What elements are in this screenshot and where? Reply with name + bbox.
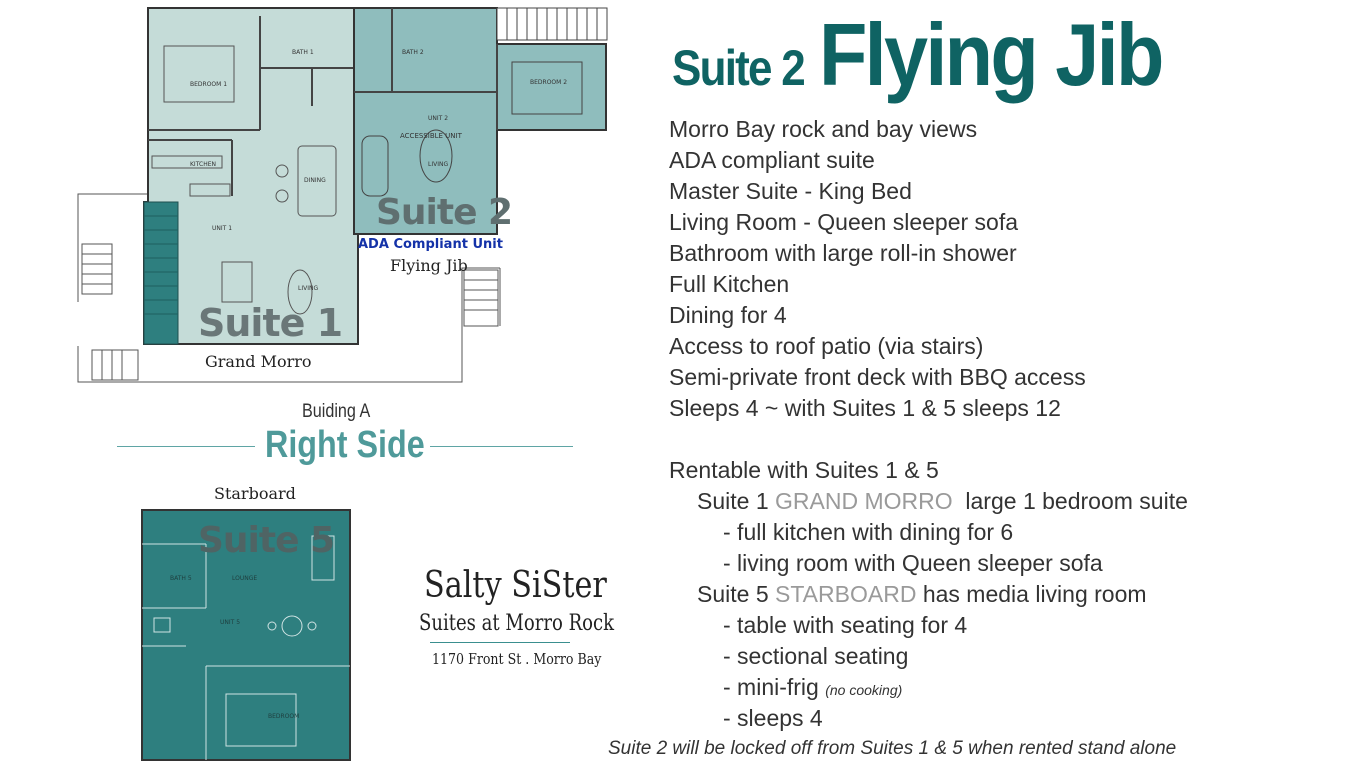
suite-1-suffix: large 1 bedroom suite <box>952 488 1188 514</box>
feature-item: Dining for 4 <box>669 302 787 328</box>
suite-5-sleeps: - sleeps 4 <box>723 705 823 731</box>
title-main: Flying Jib <box>819 5 1162 104</box>
room-label-living: LIVING <box>298 285 319 292</box>
suite-5-line <box>669 579 1359 610</box>
room-label-unit2: UNIT 2 <box>428 115 449 122</box>
feature-item: Sleeps 4 ~ with Suites 1 & 5 sleeps 12 <box>669 395 1061 421</box>
feature-item: Living Room - Queen sleeper sofa <box>669 209 1019 235</box>
room-label-living-2: LIVING <box>428 161 449 168</box>
room-label-bedroom2: BEDROOM 2 <box>530 79 568 86</box>
feature-item: Master Suite - King Bed <box>669 178 912 204</box>
suite-2-label: Suite 2 <box>376 192 513 233</box>
title-prefix: Suite 2 <box>672 40 804 96</box>
suite-1-area <box>144 8 358 344</box>
brand-address: 1170 Front St . Morro Bay <box>432 650 602 668</box>
feature-item: Morro Bay rock and bay views <box>669 116 978 142</box>
room-label-kitchen: KITCHEN <box>190 161 216 168</box>
feature-item: Full Kitchen <box>669 271 790 297</box>
minifrig-note: (no cooking) <box>825 682 903 698</box>
suite-5-brand: STARBOARD <box>775 581 917 607</box>
suite-5-detail: - table with seating for 4 <box>723 612 968 638</box>
spacer <box>669 424 1359 455</box>
brand-name: Salty SiSter <box>424 565 607 606</box>
suite-5-prefix: Suite 5 <box>697 581 775 607</box>
floor-plan-suite-5 <box>136 506 356 764</box>
divider-right <box>430 446 573 447</box>
floor-plan-building-a <box>72 6 612 386</box>
brand-subtitle: Suites at Morro Rock <box>419 611 615 636</box>
stairs-left <box>82 244 138 380</box>
room-label-bedroom1: BEDROOM 1 <box>190 81 228 88</box>
suite-1-detail: - living room with Queen sleeper sofa <box>723 550 1103 576</box>
feature-item: Semi-private front deck with BBQ access <box>669 364 1086 390</box>
room-label-accessible-unit: ACCESSIBLE UNIT <box>400 132 462 140</box>
suite-2-name: Flying Jib <box>390 256 468 275</box>
room-label-bath5: BATH 5 <box>170 575 192 582</box>
suite-1-line <box>669 486 1359 517</box>
suite-5-name: Starboard <box>214 484 296 503</box>
room-label-dining: DINING <box>304 177 326 184</box>
suite-1-name: Grand Morro <box>205 352 312 371</box>
room-label-unit5: UNIT 5 <box>220 619 241 626</box>
feature-item: Access to roof patio (via stairs) <box>669 333 984 359</box>
suite-5-minifrig <box>669 672 1359 703</box>
building-label: Buiding A <box>302 401 371 422</box>
right-side-heading: Right Side <box>265 424 425 466</box>
room-label-lounge: LOUNGE <box>232 575 258 582</box>
suite-1-detail: - full kitchen with dining for 6 <box>723 519 1014 545</box>
ada-label: ADA Compliant Unit <box>358 237 503 252</box>
suite-1-label: Suite 1 <box>198 301 343 345</box>
suite-5-label: Suite 5 <box>198 520 335 561</box>
suite-5-suffix: has media living room <box>916 581 1147 607</box>
page-title <box>672 4 1200 114</box>
room-label-unit1: UNIT 1 <box>212 225 233 232</box>
feature-item: Bathroom with large roll-in shower <box>669 240 1017 266</box>
minifrig-text: - mini-frig <box>723 674 826 700</box>
suite-1-brand: GRAND MORRO <box>775 488 953 514</box>
stairs-right <box>464 270 498 326</box>
feature-item: ADA compliant suite <box>669 147 875 173</box>
footer-note: Suite 2 will be locked off from Suites 1 & 5 when rented stand alone <box>608 738 1177 759</box>
rentable-heading: Rentable with Suites 1 & 5 <box>669 457 939 483</box>
suite-5-detail: - sectional seating <box>723 643 909 669</box>
divider-left <box>117 446 255 447</box>
brand-divider <box>430 642 570 643</box>
room-label-bath2: BATH 2 <box>402 49 424 56</box>
room-label-bedroom: BEDROOM <box>268 713 300 720</box>
features-list <box>669 114 1359 734</box>
suite-1-prefix: Suite 1 <box>697 488 775 514</box>
room-label-bath1: BATH 1 <box>292 49 314 56</box>
